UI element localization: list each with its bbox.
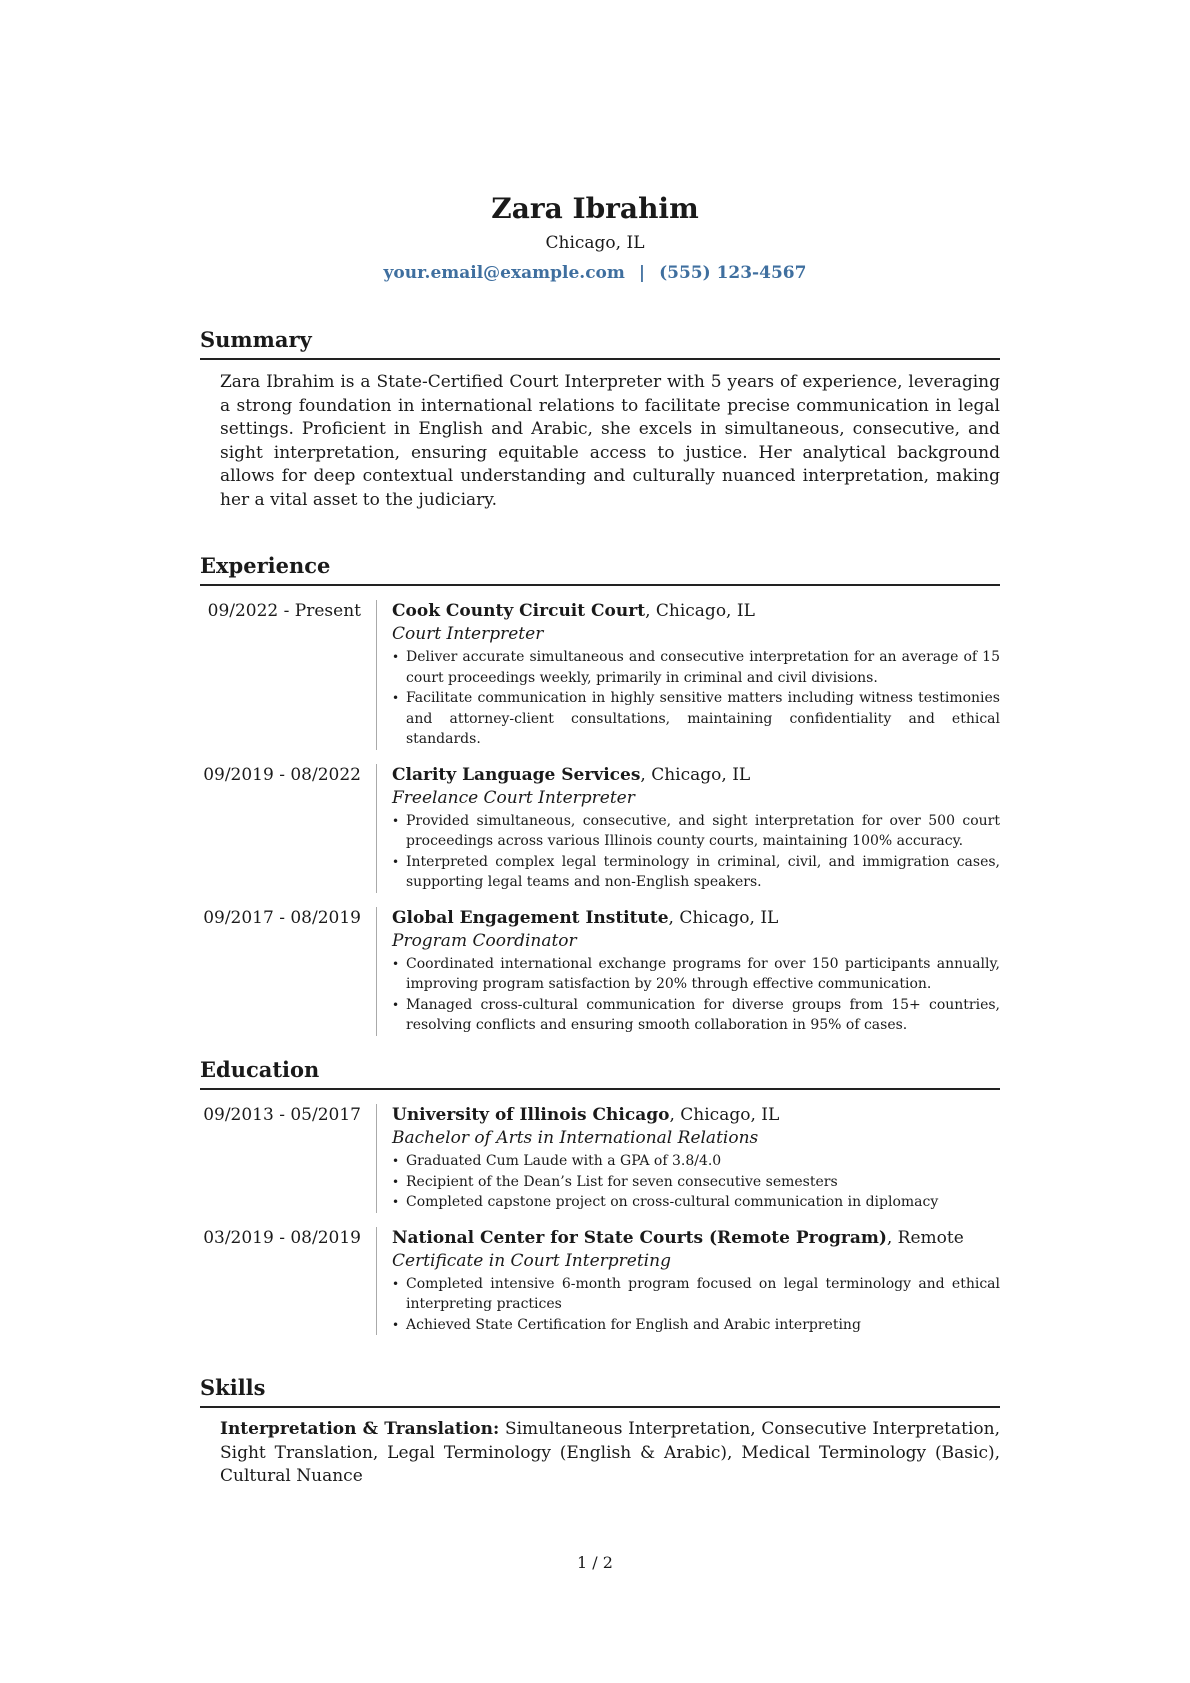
experience-entry xyxy=(200,600,1000,750)
entry-dates: 03/2019 - 08/2019 xyxy=(203,1227,361,1248)
entry-bullets xyxy=(392,954,1000,1036)
entry-dates: 09/2019 - 08/2022 xyxy=(203,764,361,785)
entry-organization xyxy=(392,907,1000,930)
bullet-item: • Completed intensive 6-month program focused on legal terminology and ethical interpreting practices xyxy=(392,1274,1000,1315)
contact-line xyxy=(0,262,1190,284)
section-title-experience: Experience xyxy=(200,553,1000,586)
organization-location: , Chicago, IL xyxy=(645,601,755,621)
organization-name: Clarity Language Services xyxy=(392,764,641,785)
page-number: 1 / 2 xyxy=(577,1553,613,1572)
bullet-item: • Managed cross-cultural communication for diverse groups from 15+ countries, resolving conflicts and ensuring smooth collaboration in 95% of cases. xyxy=(392,995,1000,1036)
experience-section xyxy=(200,553,1000,1036)
entry-bullets xyxy=(392,647,1000,750)
section-title-summary: Summary xyxy=(200,327,1000,360)
bullet-item: • Deliver accurate simultaneous and consecutive interpretation for an average of 15 court proceedings weekly, primarily in criminal and civil divisions. xyxy=(392,647,1000,688)
entry-dates: 09/2017 - 08/2019 xyxy=(203,907,361,928)
education-entry xyxy=(200,1227,1000,1336)
entry-role: Bachelor of Arts in International Relations xyxy=(392,1128,759,1148)
entry-role: Freelance Court Interpreter xyxy=(392,787,635,808)
entry-role: Court Interpreter xyxy=(392,624,544,644)
entry-organization xyxy=(392,1227,1000,1250)
bullet-item: • Recipient of the Dean’s List for seven consecutive semesters xyxy=(392,1172,1000,1193)
entry-body xyxy=(376,1227,1000,1336)
bullet-item: • Provided simultaneous, consecutive, and sight interpretation for over 500 court proceedings across various Illinois county courts, maintaining 100% accuracy. xyxy=(392,811,1000,852)
bullet-item: • Coordinated international exchange programs for over 150 participants annually, improving program satisfaction by 20% through effective communication. xyxy=(392,954,1000,995)
organization-location: , Remote xyxy=(886,1227,964,1248)
entry-bullets xyxy=(392,1274,1000,1336)
experience-entry xyxy=(200,764,1000,893)
candidate-name: Zara Ibrahim xyxy=(491,192,699,225)
organization-name: University of Illinois Chicago xyxy=(392,1105,670,1125)
contact-separator: | xyxy=(638,263,646,283)
entry-body xyxy=(376,1104,1000,1213)
organization-location: , Chicago, IL xyxy=(640,764,751,785)
entry-body xyxy=(376,600,1000,750)
skills-section xyxy=(200,1375,1000,1489)
bullet-item: • Graduated Cum Laude with a GPA of 3.8/4.0 xyxy=(392,1151,1000,1172)
entry-dates: 09/2022 - Present xyxy=(207,601,361,621)
entry-bullets xyxy=(392,1151,1000,1213)
summary-text: Zara Ibrahim is a State-Certified Court Interpreter with 5 years of experience, leveraging a strong foundation in international relations to facilitate precise communication in legal settings. Proficient in English and Arabic, she excels in simultaneous, consecutive, and sight interpretation, ensuring equitable access to justice. Her analytical background allows for deep contextual understanding and culturally nuanced interpretation, making her a vital asset to the judiciary. xyxy=(220,372,1000,510)
entry-bullets xyxy=(392,811,1000,893)
organization-location: , Chicago, IL xyxy=(668,907,779,928)
experience-entry xyxy=(200,907,1000,1036)
entry-dates: 09/2013 - 05/2017 xyxy=(203,1105,361,1125)
candidate-location: Chicago, IL xyxy=(545,233,645,253)
entry-body xyxy=(376,907,1000,1036)
entry-body xyxy=(376,764,1000,893)
skill-category-label: Interpretation & Translation: xyxy=(220,1419,500,1439)
organization-name: National Center for State Courts (Remote Program) xyxy=(392,1227,887,1248)
section-title-skills: Skills xyxy=(200,1375,1000,1408)
organization-name: Cook County Circuit Court xyxy=(392,601,646,621)
organization-location: , Chicago, IL xyxy=(669,1105,780,1125)
entry-role: Certificate in Court Interpreting xyxy=(392,1250,671,1271)
phone-link[interactable]: (555) 123-4567 xyxy=(659,263,807,283)
entry-organization xyxy=(392,764,1000,787)
summary-section xyxy=(200,327,1000,512)
bullet-item: • Facilitate communication in highly sensitive matters including witness testimonies and attorney-client consultations, maintaining confidentiality and ethical standards. xyxy=(392,688,1000,750)
organization-name: Global Engagement Institute xyxy=(392,907,669,928)
skill-list: Simultaneous Interpretation, Consecutive Interpretation, Sight Translation, Legal Terminology (English & Arabic), Medical Terminology (Basic), Cultural Nuance xyxy=(220,1419,1000,1486)
resume-header xyxy=(0,192,1190,284)
bullet-item: • Achieved State Certification for English and Arabic interpreting xyxy=(392,1315,1000,1336)
skills-text xyxy=(220,1418,1000,1489)
entry-organization xyxy=(392,1104,1000,1127)
entry-organization xyxy=(392,600,1000,623)
entry-role: Program Coordinator xyxy=(392,930,577,951)
section-title-education: Education xyxy=(200,1057,1000,1090)
education-section xyxy=(200,1057,1000,1335)
bullet-item: • Completed capstone project on cross-cultural communication in diplomacy xyxy=(392,1192,1000,1213)
email-link[interactable]: your.email@example.com xyxy=(383,263,625,283)
bullet-item: • Interpreted complex legal terminology in criminal, civil, and immigration cases, supporting legal teams and non-English speakers. xyxy=(392,852,1000,893)
education-entry xyxy=(200,1104,1000,1213)
